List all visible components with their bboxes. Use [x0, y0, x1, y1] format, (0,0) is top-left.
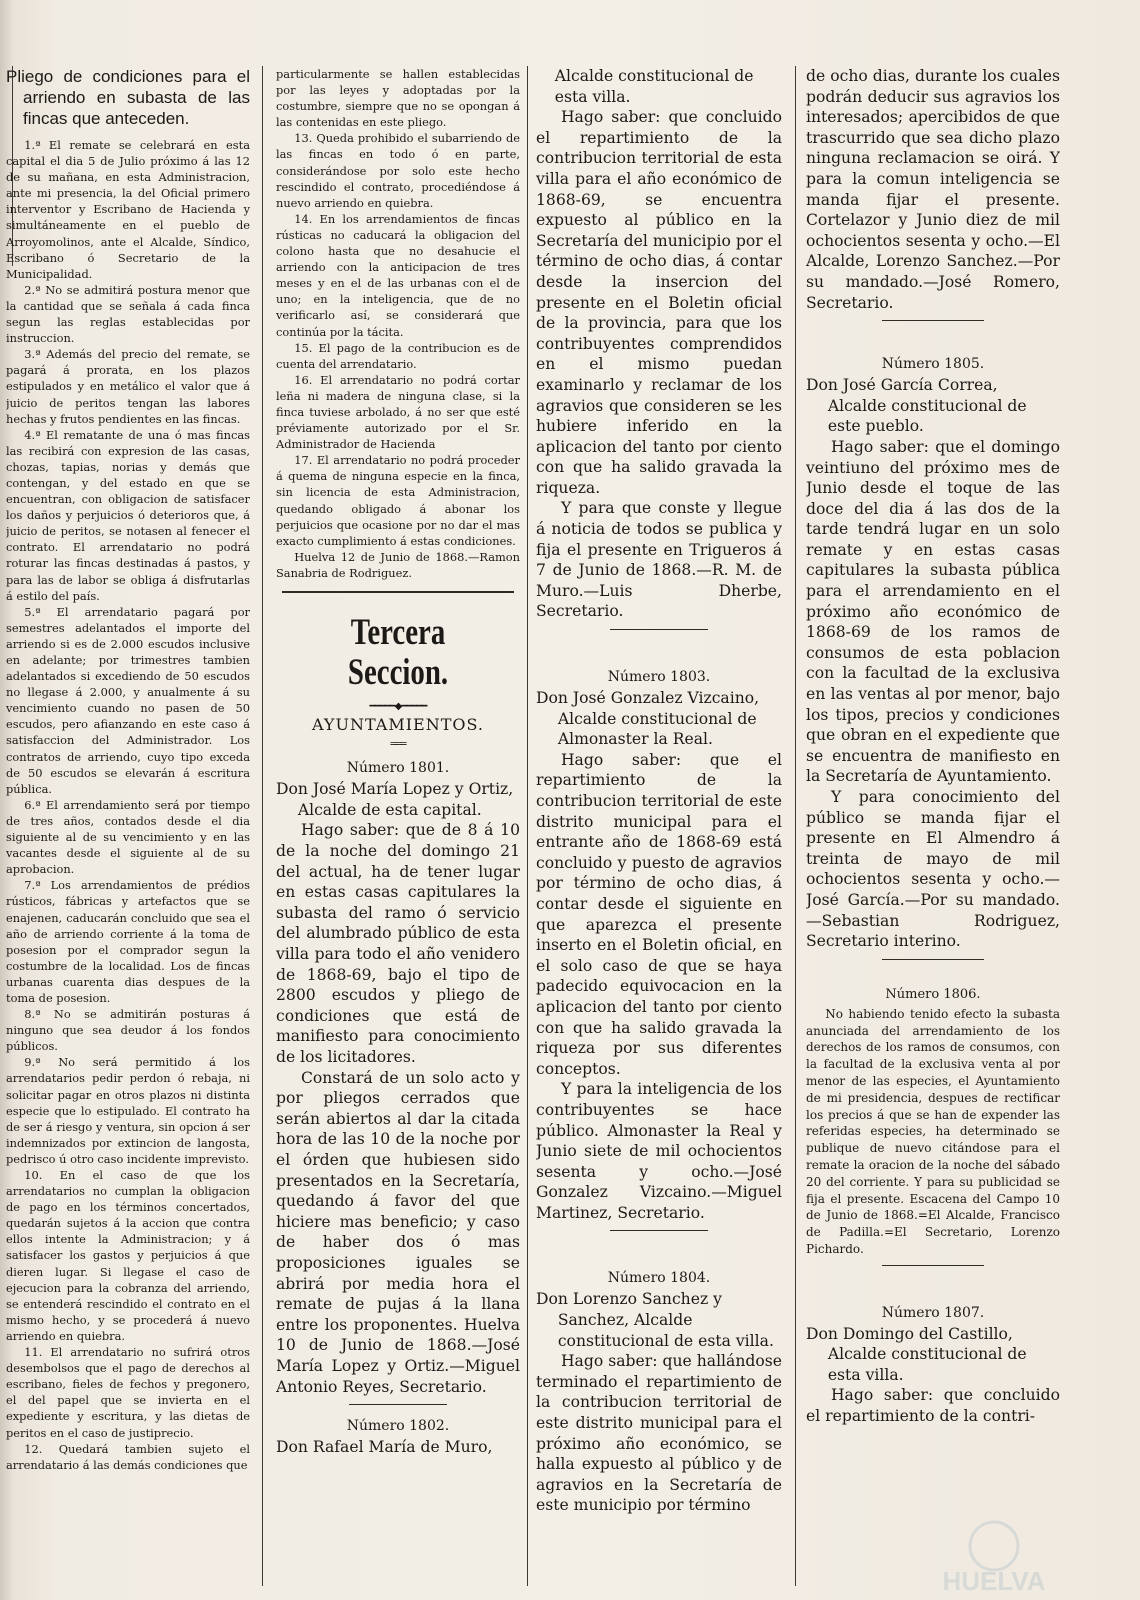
entry-title: Don José María Lopez y Ortiz, Alcalde de esta capital.: [276, 780, 514, 819]
entry-paragraph: Hago saber: que concluido el repartimiento de la contri-: [806, 1386, 1060, 1426]
entry-paragraph: Y para conocimiento del público se manda fijar el presente en El Almendro á treinta de mayo de mil ochocientos sesenta y ocho.—José García.—Por su mandado.—Sebastian Rodriguez, Secretario interino.: [806, 788, 1060, 951]
entry-number: Número 1803.: [607, 669, 711, 686]
entry-separator: [806, 952, 1060, 980]
entry-paragraph: No habiendo tenido efecto la subasta anunciada del arrendamiento de los derechos de los ramos de consumos, con la facultad de la exclusiva venta al por menor de las especies, el Ayuntamiento de mi presidencia, despues de rectificar los precios á que se han de expender las referidas especies, ha determinado se publique de nuevo citándose para el remate la oracion de la noche del sábado 20 del corriente. Y para su publicidad se fija el presente. Escacena del Campo 10 de Junio de 1868.=El Alcalde, Francisco de Padilla.=El Secretario, Lorenzo Pichardo.: [806, 1006, 1060, 1256]
condition-paragraph: 4.ª El rematante de una ó mas fincas las recibirá con expresion de las casas, chozas, tapias, norias y demás que contengan, y del estado en que se encuentran, con obligacion de satisfacer los daños y perjuicios ó deterioros que, á juicio de peritos, se notasen al fenecer el contrato. El arrendatario no podrá roturar las fincas destinadas á pastos, y para las de labor se obliga á disfrutarlas á estilo del país.: [6, 427, 250, 603]
entry-number: Número 1801.: [346, 760, 450, 777]
column-2: [276, 66, 520, 1586]
entry-separator: [806, 1258, 1060, 1298]
condition-paragraph: 1.ª El remate se celebrará en esta capital el dia 5 de Julio próximo á las 12 de su mañana, en esta Administracion, ante mi presencia, la del Oficial primero interventor y Escribano de Hacienda y simultáneamente en el pueblo de Arroyomolinos, ante el Alcalde, Síndico, Escribano ó Secretario de la Municipalidad.: [6, 138, 250, 281]
column-1: [6, 66, 250, 1586]
condition-paragraph: 5.ª El arrendatario pagará por semestres adelantados el importe del arriendo si es de 2.000 escudos inclusive en adelante; por trimestres tambien adelantados si excediendo de 50 escudos no llegase á 2.000, y anualmente á su vencimiento cuando no pasen de 50 escudos, pero afianzando en este caso á satisfaccion del Administrador. Los contratos de arriendo, cuyo tipo exceda de 50 escudos se elevarán á escritura pública.: [6, 604, 250, 796]
entry-title: Alcalde constitucional de esta villa.: [554, 67, 754, 106]
condition-paragraph: 9.ª No será permitido á los arrendatarios pedir perdon ó rebaja, ni solicitar pagar en otros plazos ni distinta especie que lo estipulado. El contrato ha de ser á riesgo y ventura, sin opcion á ser indemnizados por extincion de langosta, pedrisco ú otro caso incidente imprevisto.: [6, 1055, 250, 1166]
entry-number: Número 1804.: [607, 1270, 711, 1287]
entry-separator: [806, 313, 1060, 349]
column-3: [536, 66, 782, 1586]
entry-title: Don Rafael María de Muro,: [276, 1438, 493, 1457]
condition-paragraph: 11. El arrendatario no sufrirá otros desembolsos que el pago de derechos al escribano, fieles de fechos y pregonero, el del papel que se invierta en el expediente y escritura, y las dietas de peritos en el caso de justiprecio.: [6, 1345, 250, 1440]
entry-paragraph: de ocho dias, durante los cuales podrán deducir sus agravios los interesados; apercibidos de que trascurrido que sea dicho plazo ninguna reclamacion se oirá. Y para la comun inteligencia se manda fijar el presente. Cortelazor y Junio diez de mil ochocientos sesenta y ocho.—El Alcalde, Lorenzo Sanchez.—Por su mandado.—José Romero, Secretario.: [806, 67, 1060, 312]
section-title: Tercera Seccion.: [347, 612, 449, 693]
entry-title: Don José Gonzalez Vizcaino, Alcalde constitucional de Almonaster la Real.: [536, 689, 760, 749]
entry-title: Don Domingo del Castillo, Alcalde constitucional de esta villa.: [806, 1324, 1027, 1384]
entry-paragraph: Hago saber: que el domingo veintiuno del próximo mes de Junio desde el toque de las doce del dia á las dos de la tarde tendrá lugar en un solo remate y en estas casas capitulares la subasta pública para el arrendamiento en el próximo año económico de 1868-69 de los ramos de consumos de esta poblacion con la facultad de la exclusiva en las ventas al por menor, bajo los tipos, precios y condiciones que obran en el expediente que se encuentra de manifiesto en la Secretaría de Ayuntamiento.: [806, 437, 1060, 786]
condition-paragraph: 13. Queda prohibido el subarriendo de las fincas en todo ó en parte, considerándose por solo este hecho rescindido el contrato, procediéndose á nuevo arriendo en quiebra.: [276, 131, 520, 210]
section-subtitle: AYUNTAMIENTOS.: [312, 715, 484, 735]
entry-paragraph: Hago saber: que de 8 á 10 de la noche del domingo 21 del actual, ha de tener lugar en estas casas capitulares la subasta del ramo ó servicio del alumbrado público de esta villa para todo el año venidero de 1868-69, bajo el tipo de 2800 escudos y pliego de condiciones que está de manifiesto para conocimiento de los licitadores.: [276, 821, 520, 1066]
condition-paragraph: 14. En los arrendamientos de fincas rústicas no caducará la obligacion del colono hasta que no desahucie el arriendo con la anticipacion de tres meses y en el de las urbanas con el de uno; en la inteligencia, que de no verificarlo así, se considerará que continúa por la tácita.: [276, 211, 520, 339]
entry-separator: [276, 1397, 520, 1411]
section-divider: [282, 591, 514, 593]
entry-number: Número 1806.: [885, 986, 981, 1002]
condition-paragraph: 8.ª No se admitirán posturas á ninguno que sea deudor á los fondos públicos.: [6, 1007, 250, 1054]
column-rule: [795, 66, 796, 1586]
entry-title: Don José García Correa, Alcalde constitucional de este pueblo.: [806, 376, 1027, 436]
condition-paragraph: 12. Quedará tambien sujeto el arrendatario á las demás condiciones que: [6, 1441, 250, 1472]
entry-separator: [536, 622, 782, 662]
library-watermark: [934, 1516, 1054, 1596]
condition-paragraph: 6.ª El arrendamiento será por tiempo de tres años, contados desde el dia siguiente al de su vencimiento y en las vacantes desde el siguiente al de su aprobacion.: [6, 797, 250, 877]
pliego-signature: Huelva 12 de Junio de 1868.—Ramon Sanabria de Rodriguez.: [276, 549, 520, 580]
entry-paragraph: Y para la inteligencia de los contribuyentes se hace público. Almonaster la Real y Junio siete de mil ochocientos sesenta y ocho.—José Gonzalez Vizcaino.—Miguel Martinez, Secretario.: [536, 1080, 782, 1222]
entry-number: Número 1807.: [881, 1304, 985, 1321]
entry-separator: [536, 1223, 782, 1263]
condition-paragraph: 10. En el caso de que los arrendatarios no cumplan la obligacion de pago en los términos concertados, quedarán sujetos á la accion que contra ellos intente la Administracion; y á satisfacer los gastos y perjuicios á que dieren lugar. Si llegase el caso de ejecucion para la cobranza del arriendo, se entenderá rescindido el contrato en el mismo hecho, y se procederá á nuevo arriendo en quiebra.: [6, 1168, 250, 1343]
ornament-divider: ━━━━━◆━━━━━: [369, 701, 427, 712]
column-4: [806, 66, 1060, 1586]
condition-paragraph: 16. El arrendatario no podrá cortar leña ni madera de ninguna clase, si la finca tuviese arbolado, á no ser que esté préviamente autorizado por el Sr. Administrador de Hacienda: [276, 372, 520, 452]
entry-paragraph: Hago saber: que concluido el repartimiento de la contribucion territorial de esta villa para el año económico de 1868-69, se encuentra expuesto al público en la Secretaría del municipio por el término de ocho dias, á contar desde la insercion del presente en el Boletin oficial de la provincia, para que los contribuyentes comprendidos en el mismo puedan examinarlo y reclamar de los agravios que consideren se les hubiere inferido en la aplicacion del tanto por ciento con que ha salido gravada la riqueza.: [536, 108, 782, 497]
condition-paragraph: 7.ª Los arrendamientos de prédios rústicos, fábricas y artefactos que se enajenen, caducarán concluido que sea el año de arriendo corriente á la toma de posesion por el comprador segun la costumbre de la localidad. Los de fincas urbanas cuarenta dias despues de la toma de posesion.: [6, 878, 250, 1005]
entry-paragraph: Constará de un solo acto y por pliegos cerrados que serán abiertos al dar la citada hora de las 10 de la noche por el órden que hubiesen sido presentados en la Secretaría, quedando á favor del que hiciere mas beneficio; y caso de haber dos ó mas proposiciones iguales se abrirá por media hora el remate de pujas á la llana entre los proponentes. Huelva 10 de Junio de 1868.—José María Lopez y Ortiz.—Miguel Antonio Reyes, Secretario.: [276, 1068, 520, 1396]
entry-number: Número 1805.: [881, 356, 985, 373]
condition-paragraph: 3.ª Además del precio del remate, se pagará á prorata, en los plazos estipulados y en metálico el valor que á juicio de peritos tengan las labores hechas y frutos pendientes en las fincas.: [6, 347, 250, 426]
column-rule: [527, 66, 528, 1586]
entry-paragraph: Hago saber: que el repartimiento de la contribucion territorial de este distrito municipal para el entrante año de 1868-69 está concluido y puesto de agravios por término de ocho dias, á contar desde el siguiente en que aparezca el presente inserto en el Boletin oficial, en el solo caso de que se haya padecido equivocacion en la aplicacion del tanto por ciento con que ha salido gravada la riqueza por sus diferentes conceptos.: [536, 750, 782, 1078]
watermark-text: HUELVA: [942, 1566, 1046, 1596]
entry-paragraph: Hago saber: que hallándose terminado el repartimiento de la contribucion territorial de este distrito municipal para el próximo año económico, se halla expuesto al público y de agravios en la Secretaría de este municipio por término: [536, 1352, 782, 1515]
pliego-heading: Pliego de condiciones para el arriendo en subasta de las fincas que anteceden.: [6, 67, 250, 128]
condition-paragraph: 15. El pago de la contribucion es de cuenta del arrendatario.: [276, 340, 520, 371]
column-rule: [262, 66, 263, 1586]
ornament-divider: ═══: [390, 739, 406, 751]
entry-title: Don Lorenzo Sanchez y Sanchez, Alcalde constitucional de esta villa.: [536, 1290, 774, 1350]
condition-paragraph: particularmente se hallen establecidas por las leyes y adoptadas por la costumbre, siempre que no se opongan á las contenidas en este pliego.: [276, 67, 520, 130]
condition-paragraph: 2.ª No se admitirá postura menor que la cantidad que se señala á cada finca segun las reglas establecidas por instruccion.: [6, 282, 250, 346]
entry-number: Número 1802.: [346, 1418, 450, 1435]
entry-paragraph: Y para que conste y llegue á noticia de todos se publica y fija el presente en Trigueros á 7 de Junio de 1868.—R. M. de Muro.—Luis Dherbe, Secretario.: [536, 499, 782, 621]
condition-paragraph: 17. El arrendatario no podrá proceder á quema de ninguna especie en la finca, sin licencia de esta Administracion, quedando obligado á abonar los perjuicios que ocasione por no dar el mas exacto cumplimiento á estas condiciones.: [276, 453, 520, 548]
